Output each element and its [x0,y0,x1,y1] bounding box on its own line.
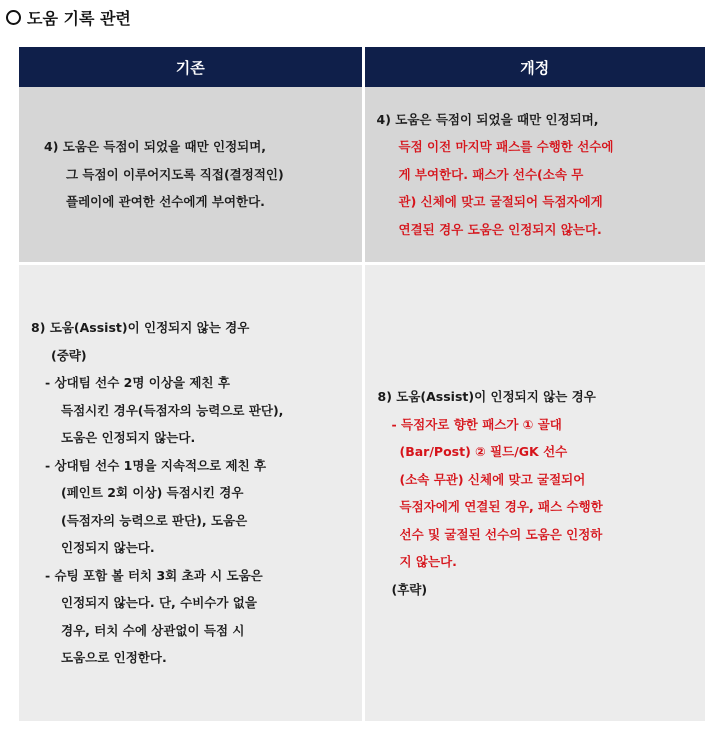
rule-title: 8) 도움(Assist)이 인정되지 않는 경우 [377,389,596,404]
revised-text-line: 게 부여한다. 패스가 선수(소속 무 [398,166,584,182]
header-after: 개정 [363,47,705,87]
revised-text-line: (소속 무관) 신체에 맞고 굴절되어 [399,471,586,487]
cell-after-rule-4 [363,87,705,264]
bullet-line: - 상대팀 선수 1명을 지속적으로 제친 후 [45,457,267,473]
revised-text-line: 득점 이전 마지막 패스를 수행한 선수에 [398,139,614,155]
text-line: 4) 도움은 득점이 되었을 때만 인정되며, [376,111,599,127]
omission-note: (후략) [391,581,428,597]
circle-bullet-icon [6,10,21,25]
bullet-continuation: (득점자의 능력으로 판단), 도움은 [61,512,248,528]
revised-text-line: 연결된 경우 도움은 인정되지 않는다. [398,221,602,237]
revised-text-line: (Bar/Post) ② 필드/GK 선수 [399,444,568,459]
table-header-row [19,47,705,87]
cell-after-rule-8 [363,264,705,722]
text-line: 플레이에 관여한 선수에게 부여한다. [66,194,265,210]
rule-title: 8) 도움(Assist)이 인정되지 않는 경우 [31,320,250,336]
bullet-continuation: 도움은 인정되지 않는다. [61,430,196,446]
text-line: 4) 도움은 득점이 되었을 때만 인정되며, [44,139,267,155]
table-row-rule-4 [19,87,705,264]
bullet-continuation: 도움으로 인정한다. [61,650,167,666]
cell-before-rule-8 [19,264,363,722]
bullet-continuation: (페인트 2회 이상) 득점시킨 경우 [61,485,244,501]
bullet-line: - 슈팅 포함 볼 터치 3회 초과 시 도움은 [45,567,263,583]
omission-note: (중략) [51,347,87,363]
text-line: 그 득점이 이루어지도록 직접(결정적인) [66,166,284,182]
bullet-continuation: 인정되지 않는다. 단, 수비수가 없을 [61,595,257,611]
revised-text-line: 지 않는다. [399,554,457,569]
bullet-continuation: 경우, 터치 수에 상관없이 득점 시 [61,622,245,638]
header-before: 기존 [19,47,363,87]
bullet-continuation: 득점시킨 경우(득점자의 능력으로 판단), [61,402,284,418]
section-title [6,5,131,29]
revised-text-line: 관) 신체에 맞고 굴절되어 득점자에게 [398,194,603,210]
table-row-rule-8 [19,264,705,722]
revised-text-line: 선수 및 굴절된 선수의 도움은 인정하 [399,526,603,542]
bullet-line: - 상대팀 선수 2명 이상을 제친 후 [45,375,230,391]
cell-before-rule-4 [19,87,363,264]
revised-text-line: - 득점자로 향한 패스가 ① 골대 [391,416,562,432]
bullet-continuation: 인정되지 않는다. [61,540,155,556]
comparison-table [19,47,705,721]
section-title-text: 도움 기록 관련 [27,8,131,28]
revised-text-line: 득점자에게 연결된 경우, 패스 수행한 [399,499,603,514]
